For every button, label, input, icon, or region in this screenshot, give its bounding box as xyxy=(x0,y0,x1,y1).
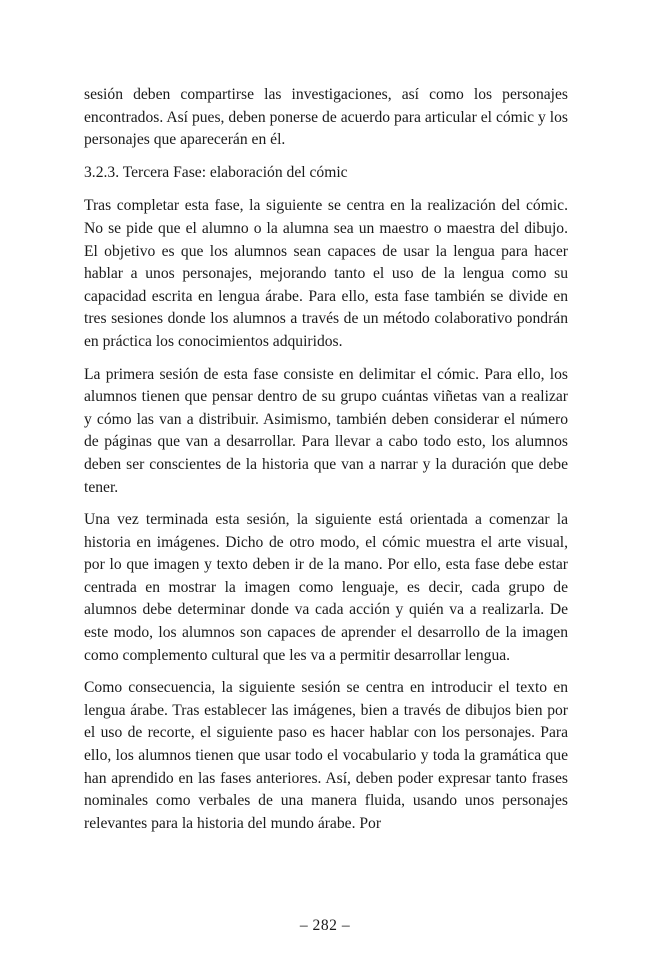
paragraph-second-session: Una vez terminada esta sesión, la siguiente está orientada a comenzar la historia en imágenes. Dicho de otro modo, el cómic muestra el arte visual, por lo que imagen y texto deben ir de la mano. Por ello, esta fase debe estar centrada en mostrar la imagen como lenguaje, es decir, cada grupo de alumnos debe determinar donde va cada acción y quién va a realizarla. De este modo, los alumnos son capaces de aprender el desarrollo de la imagen como complemento cultural que les va a permitir desarrollar lengua. xyxy=(84,511,568,664)
paragraph-third-session: Como consecuencia, la siguiente sesión se centra en introducir el texto en lengua árabe. Tras establecer las imágenes, bien a través de dibujos bien por el uso de recorte, el siguiente paso es hacer hablar con los personajes. Para ello, los alumnos tienen que usar todo el vocabulario y toda la gramática que han aprendido en las fases anteriores. Así, deben poder expresar tanto frases nominales como verbales de una manera fluida, usando unos personajes relevantes para la historia del mundo árabe. Por xyxy=(84,679,568,832)
paragraph-first-session: La primera sesión de esta fase consiste en delimitar el cómic. Para ello, los alumnos tienen que pensar dentro de su grupo cuántas viñetas van a realizar y cómo las van a distribuir. Asimismo, también deben considerar el número de páginas que van a desarrollar. Para llevar a cabo todo esto, los alumnos deben ser conscientes de la historia que van a narrar y la duración que debe tener. xyxy=(84,365,568,496)
section-heading: 3.2.3. Tercera Fase: elaboración del cómic xyxy=(84,163,348,181)
page-body xyxy=(84,84,568,845)
paragraph-continuation: sesión deben compartirse las investigaciones, así como los personajes encontrados. Así pues, deben ponerse de acuerdo para articular el cómic y los personajes que aparecerán en él. xyxy=(84,86,568,149)
paragraph-comic-phase: Tras completar esta fase, la siguiente se centra en la realización del cómic. No se pide que el alumno o la alumna sea un maestro o maestra del dibujo. El objetivo es que los alumnos sean capaces de usar la lengua para hacer hablar a unos personajes, mejorando tanto el uso de la lengua como su capacidad escrita en lengua árabe. Para ello, esta fase también se divide en tres sesiones donde los alumnos a través de un método colaborativo pondrán en práctica los conocimientos adquiridos. xyxy=(84,197,568,350)
page-number: – 282 – xyxy=(299,917,351,934)
